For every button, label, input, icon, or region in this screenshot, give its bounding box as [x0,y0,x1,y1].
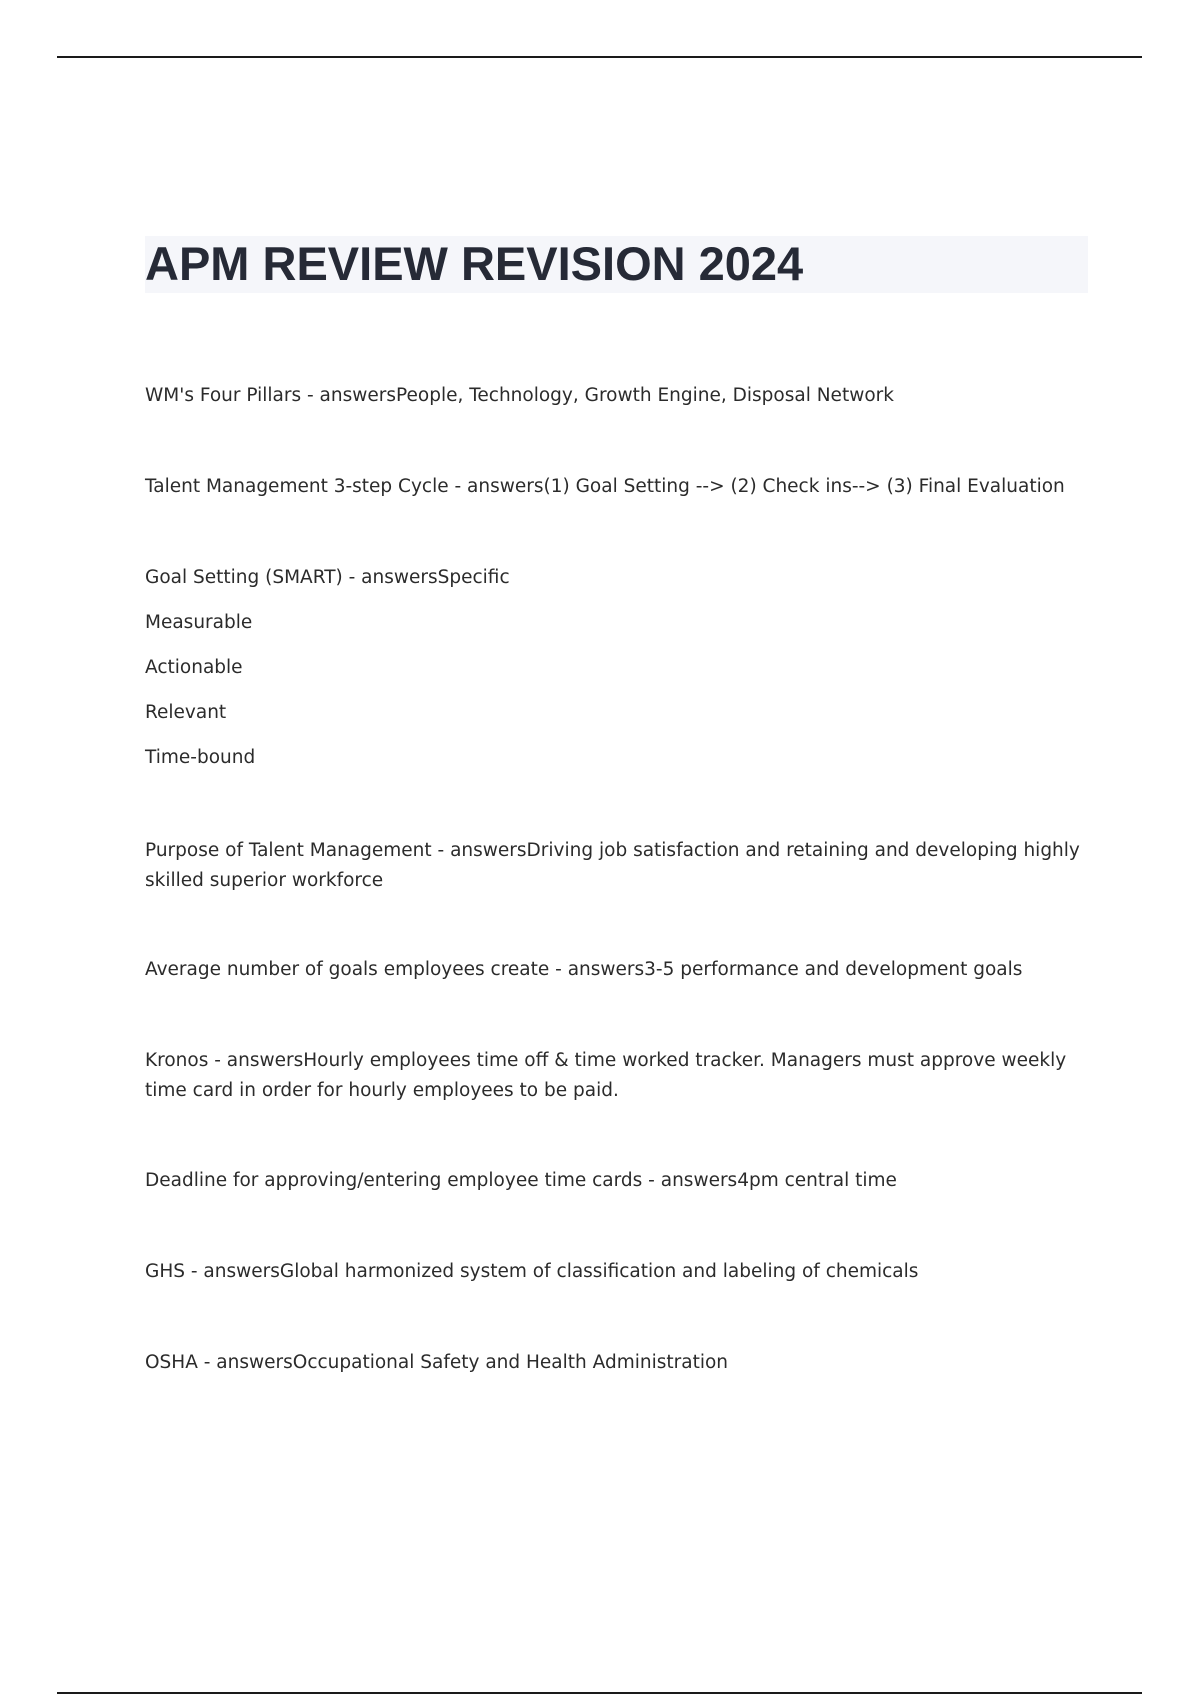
qa-item-text: WM's Four Pillars - answersPeople, Technology, Growth Engine, Disposal Network [145,385,894,406]
qa-item-ghs [145,1257,1090,1287]
qa-item-text: Purpose of Talent Management - answersDriving job satisfaction and retaining and developing highly skilled superior workforce [145,840,1080,891]
qa-item-text: Goal Setting (SMART) - answersSpecific [145,567,510,588]
smart-line-relevant: Relevant [145,702,227,723]
smart-line-time-bound: Time-bound [145,747,256,768]
document-title: APM REVIEW REVISION 2024 [145,237,804,290]
qa-item-text: GHS - answersGlobal harmonized system of classification and labeling of chemicals [145,1261,919,1282]
qa-item-text: Deadline for approving/entering employee time cards - answers4pm central time [145,1170,897,1191]
qa-item-text: Kronos - answersHourly employees time off & time worked tracker. Managers must approve weekly time card in order for hourly employees to be paid. [145,1050,1067,1101]
qa-item-text: Talent Management 3-step Cycle - answers(1) Goal Setting --> (2) Check ins--> (3) Final Evaluation [145,476,1065,497]
qa-item-kronos [145,1046,1090,1106]
header-rule [57,56,1142,58]
qa-item-osha [145,1348,1090,1378]
qa-item-talent-purpose [145,836,1090,896]
qa-item-four-pillars [145,381,1090,411]
qa-item-text: OSHA - answersOccupational Safety and Health Administration [145,1352,729,1373]
smart-line-measurable: Measurable [145,612,253,633]
qa-item-talent-cycle [145,472,1090,502]
qa-item-time-card-deadline [145,1166,1090,1196]
qa-item-text: Average number of goals employees create - answers3-5 performance and development goals [145,959,1023,980]
qa-item-average-goals [145,955,1090,985]
footer-rule [57,1692,1142,1694]
smart-line-actionable: Actionable [145,657,243,678]
qa-item-goal-setting [145,563,1090,773]
